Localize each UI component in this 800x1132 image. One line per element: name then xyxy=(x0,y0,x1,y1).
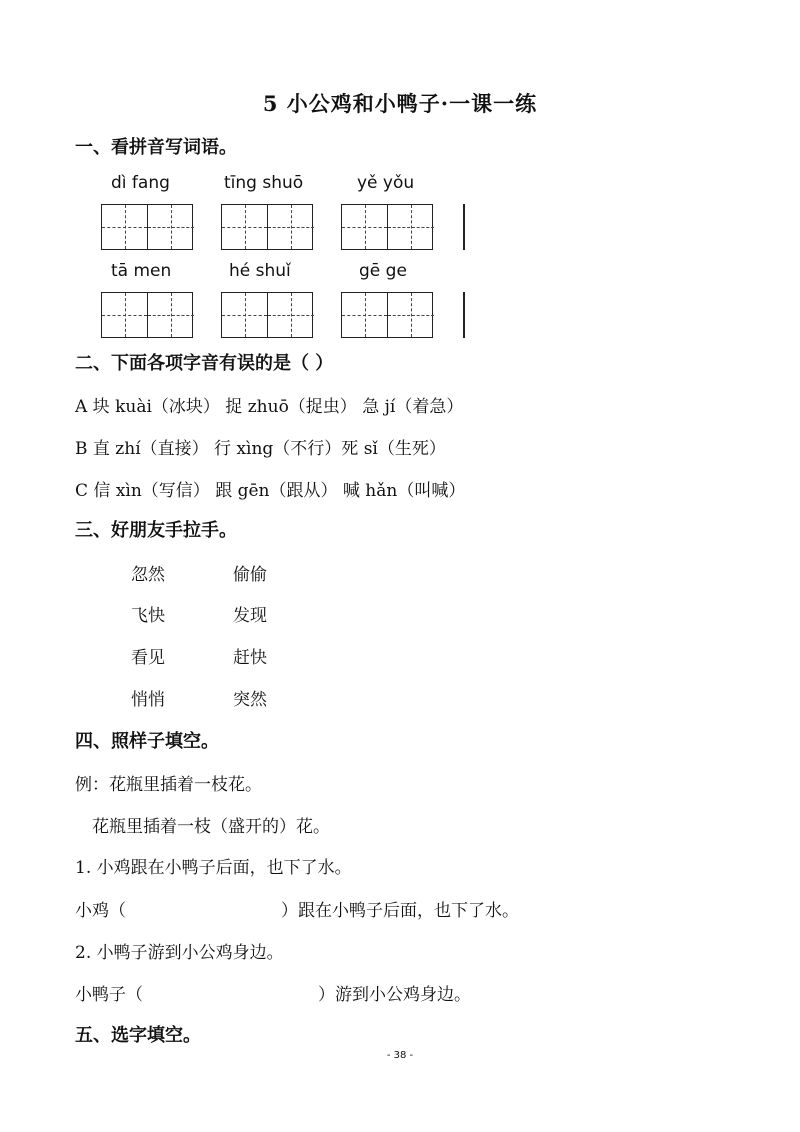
answer-blank-1[interactable] xyxy=(130,896,278,918)
match-left-4[interactable]: 悄悄 xyxy=(131,690,165,710)
pinyin-6: gē ge xyxy=(359,261,407,281)
question-2: 2. 小鸭子游到小公鸡身边。 xyxy=(75,943,284,963)
question-2-suffix: ）游到小公鸡身边。 xyxy=(318,985,471,1005)
writing-grid-2[interactable] xyxy=(221,204,313,250)
section-2-heading: 二、下面各项字音有误的是（ ） xyxy=(75,353,334,374)
question-1-prefix: 小鸡（ xyxy=(75,901,126,921)
grid-divider-1 xyxy=(463,204,465,250)
pinyin-5: hé shuǐ xyxy=(229,261,291,281)
option-c: C 信 xìn（写信） 跟 gēn（跟从） 喊 hǎn（叫喊） xyxy=(75,481,466,501)
question-2-prefix: 小鸭子（ xyxy=(75,985,143,1005)
writing-grid-5[interactable] xyxy=(221,292,313,338)
example-answer: 花瓶里插着一枝（盛开的）花。 xyxy=(92,817,330,837)
pinyin-3: yě yǒu xyxy=(357,173,415,193)
match-right-3[interactable]: 赶快 xyxy=(233,648,267,668)
page-number: - 38 - xyxy=(386,1050,414,1061)
section-4-heading: 四、照样子填空。 xyxy=(75,731,219,752)
answer-blank-2[interactable] xyxy=(147,980,315,1002)
match-right-2[interactable]: 发现 xyxy=(233,606,267,626)
section-5-heading: 五、选字填空。 xyxy=(75,1025,201,1046)
match-left-2[interactable]: 飞快 xyxy=(131,606,165,626)
writing-grid-6[interactable] xyxy=(341,292,433,338)
example-sentence: 例：花瓶里插着一枝花。 xyxy=(75,775,262,795)
option-a: A 块 kuài（冰块） 捉 zhuō（捉虫） 急 jí（着急） xyxy=(75,397,464,417)
writing-grid-3[interactable] xyxy=(341,204,433,250)
match-right-1[interactable]: 偷偷 xyxy=(233,565,267,585)
match-left-3[interactable]: 看见 xyxy=(131,648,165,668)
question-1-suffix: ）跟在小鸭子后面，也下了水。 xyxy=(281,901,519,921)
match-left-1[interactable]: 忽然 xyxy=(131,565,165,585)
writing-grid-4[interactable] xyxy=(101,292,193,338)
page-title: 5 小公鸡和小鸭子·一课一练 xyxy=(262,91,538,116)
match-right-4[interactable]: 突然 xyxy=(233,690,267,710)
question-1: 1. 小鸡跟在小鸭子后面，也下了水。 xyxy=(75,858,352,878)
pinyin-4: tā men xyxy=(111,261,172,281)
pinyin-1: dì fang xyxy=(111,173,170,193)
writing-grid-1[interactable] xyxy=(101,204,193,250)
option-b: B 直 zhí（直接） 行 xìng（不行）死 sǐ（生死） xyxy=(75,439,446,459)
section-1-heading: 一、看拼音写词语。 xyxy=(75,137,237,158)
grid-divider-2 xyxy=(463,292,465,338)
pinyin-2: tīng shuō xyxy=(224,173,304,193)
section-3-heading: 三、好朋友手拉手。 xyxy=(75,520,237,541)
